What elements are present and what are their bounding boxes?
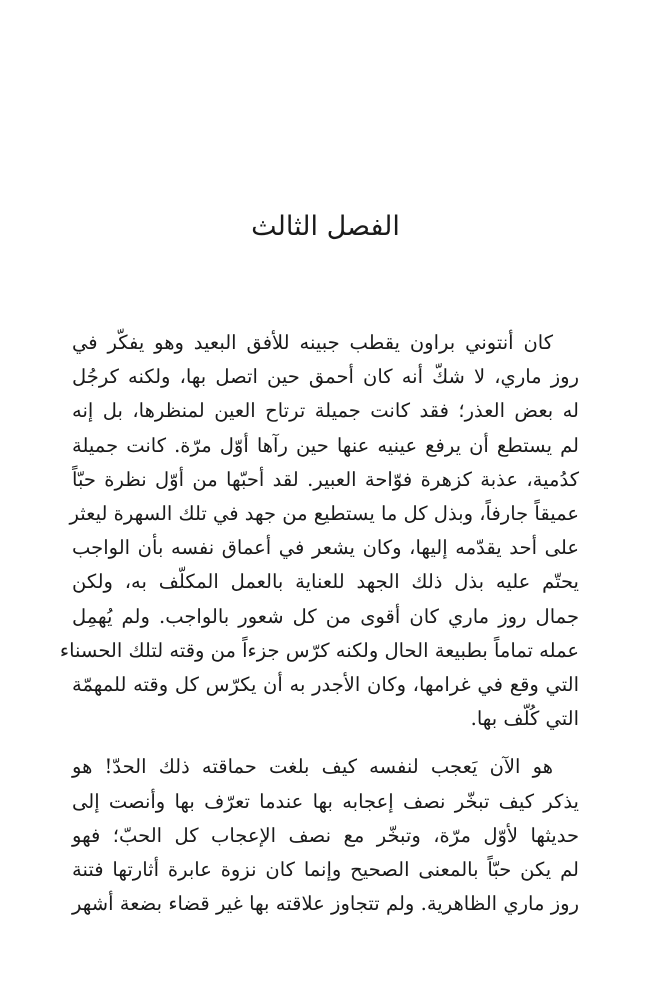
text-line: حديثها لأوّل مرّة، وتبخّر مع نصف الإعجاب كل الحبّ؛ فهو bbox=[72, 823, 579, 847]
text-line: له بعض العذر؛ فقد كانت جميلة ترتاح العين لمنظرها، بل إنه bbox=[72, 399, 579, 423]
text-line: كدُمية، عذبة كزهرة فوّاحة العبير. لقد أحبّها من أوّل نظرة حبّاً bbox=[72, 467, 579, 491]
text-line: عميقاً جارفاً، وبذل كل ما يستطيع من جهد في تلك السهرة ليعثر bbox=[69, 502, 579, 526]
paragraph-1 bbox=[59, 326, 579, 736]
text-line: روز ماري، لا شكّ أنه كان أحمق حين اتصل بها، ولكنه كرجُل bbox=[72, 365, 579, 389]
chapter-title: الفصل الثالث bbox=[251, 211, 400, 242]
text-line: لم يستطع أن يرفع عينيه عنها حين رآها أوّل مرّة. كانت جميلة bbox=[72, 433, 579, 457]
text-line: لم يكن حبّاً بالمعنى الصحيح وإنما كان نزوة عابرة أثارتها فتنة bbox=[72, 858, 579, 882]
text-line: التي كُلّف بها. bbox=[470, 707, 579, 731]
text-line: عمله تماماً بطبيعة الحال ولكنه كرّس جزءاً من وقته لتلك الحسناء bbox=[59, 638, 579, 662]
body-text bbox=[59, 326, 579, 921]
text-line: كان أنتوني براون يقطب جبينه للأفق البعيد وهو يفكّر في bbox=[72, 331, 553, 354]
text-line: يذكر كيف تبخّر نصف إعجابه بها عندما تعرّف بها وأنصت إلى bbox=[72, 789, 579, 813]
paragraph-2 bbox=[72, 750, 579, 921]
text-line: على أحد يقدّمه إليها، وكان يشعر في أعماق نفسه بأن الواجب bbox=[72, 536, 579, 560]
text-line: يحتّم عليه بذل ذلك الجهد للعناية بالعمل المكلّف به، ولكن bbox=[72, 570, 579, 594]
text-line: التي وقع في غرامها، وكان الأجدر به أن يكرّس كل وقته للمهمّة bbox=[72, 673, 579, 697]
text-line: روز ماري الظاهرية. ولم تتجاوز علاقته بها غير قضاء بضعة أشهر bbox=[72, 892, 579, 916]
text-line: هو الآن يَعجب لنفسه كيف بلغت حماقته ذلك الحدّ! هو bbox=[72, 755, 553, 779]
text-line: جمال روز ماري كان أقوى من كل شعور بالواجب. ولم يُهمِل bbox=[72, 604, 579, 628]
